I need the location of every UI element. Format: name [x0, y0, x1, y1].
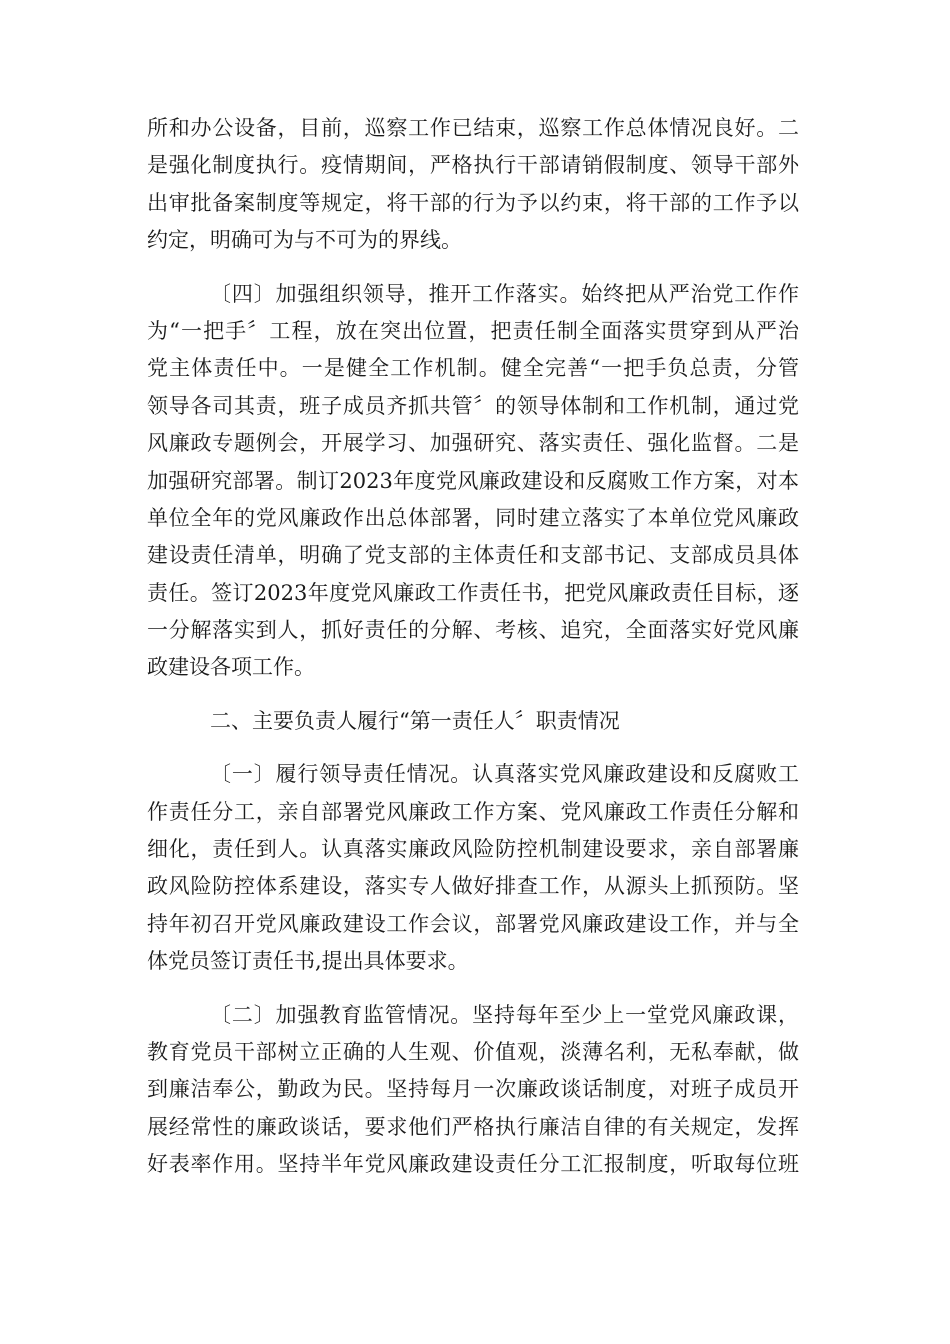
text-line: 党主体责任中。一是健全工作机制。健全完善“一把手负总责，分管 — [147, 356, 799, 381]
text-line: 政建设各项工作。 — [147, 655, 315, 680]
text-line: 〔四〕加强组织领导，推开工作落实。始终把从严治党工作作 — [210, 281, 799, 306]
document-body — [147, 110, 799, 1184]
text-line: 〔一〕履行领导责任情况。认真落实党风廉政建设和反腐败工 — [210, 762, 799, 787]
text-line: 一分解落实到人，抓好责任的分解、考核、追究，全面落实好党风廉 — [147, 618, 799, 643]
text-line: 细化，责任到人。认真落实廉政风险防控机制建设要求，亲自部署廉 — [147, 837, 799, 862]
text-line: 政风险防控体系建设，落实专人做好排查工作，从源头上抓预防。坚 — [147, 874, 799, 899]
section-heading: 二、主要负责人履行“第一责任人〞职责情况 — [210, 708, 620, 733]
text-line: 好表率作用。坚持半年党风廉政建设责任分工汇报制度，听取每位班 — [147, 1152, 799, 1177]
text-line: 为“一把手〞工程，放在突出位置，把责任制全面落实贯穿到从严治 — [147, 318, 799, 343]
text-line: 约定，明确可为与不可为的界线。 — [147, 228, 462, 253]
text-line: 体党员签订责任书,提出具体要求。 — [147, 949, 469, 974]
text-line: 单位全年的党风廉政作出总体部署，同时建立落实了本单位党风廉政 — [147, 505, 799, 530]
text-line: 是强化制度执行。疫情期间，严格执行干部请销假制度、领导干部外 — [147, 153, 799, 178]
text-line: 责任。签订2023年度党风廉政工作责任书，把党风廉政责任目标，逐 — [147, 580, 799, 605]
text-line: 展经常性的廉政谈话，要求他们严格执行廉洁自律的有关规定，发挥 — [147, 1114, 799, 1139]
text-line: 作责任分工，亲自部署党风廉政工作方案、党风廉政工作责任分解和 — [147, 799, 799, 824]
text-line: 教育党员干部树立正确的人生观、价值观，淡薄名利，无私奉献，做 — [147, 1039, 799, 1064]
text-line: 加强研究部署。制订2023年度党风廉政建设和反腐败工作方案，对本 — [147, 468, 799, 493]
text-line: 建设责任清单，明确了党支部的主体责任和支部书记、支部成员具体 — [147, 543, 799, 568]
text-line: 出审批备案制度等规定，将干部的行为予以约束，将干部的工作予以 — [147, 190, 799, 215]
text-line: 持年初召开党风廉政建设工作会议，部署党风廉政建设工作，并与全 — [147, 911, 799, 936]
text-line: 所和办公设备，目前，巡察工作已结束，巡察工作总体情况良好。二 — [147, 116, 799, 140]
text-line: 风廉政专题例会，开展学习、加强研究、落实责任、强化监督。二是 — [147, 431, 799, 456]
text-line: 领导各司其责，班子成员齐抓共管〞的领导体制和工作机制，通过党 — [147, 393, 799, 418]
text-line: 到廉洁奉公，勤政为民。坚持每月一次廉政谈话制度，对班子成员开 — [147, 1077, 799, 1102]
text-line: 〔二〕加强教育监管情况。坚持每年至少上一堂党风廉政课， — [210, 1002, 799, 1027]
